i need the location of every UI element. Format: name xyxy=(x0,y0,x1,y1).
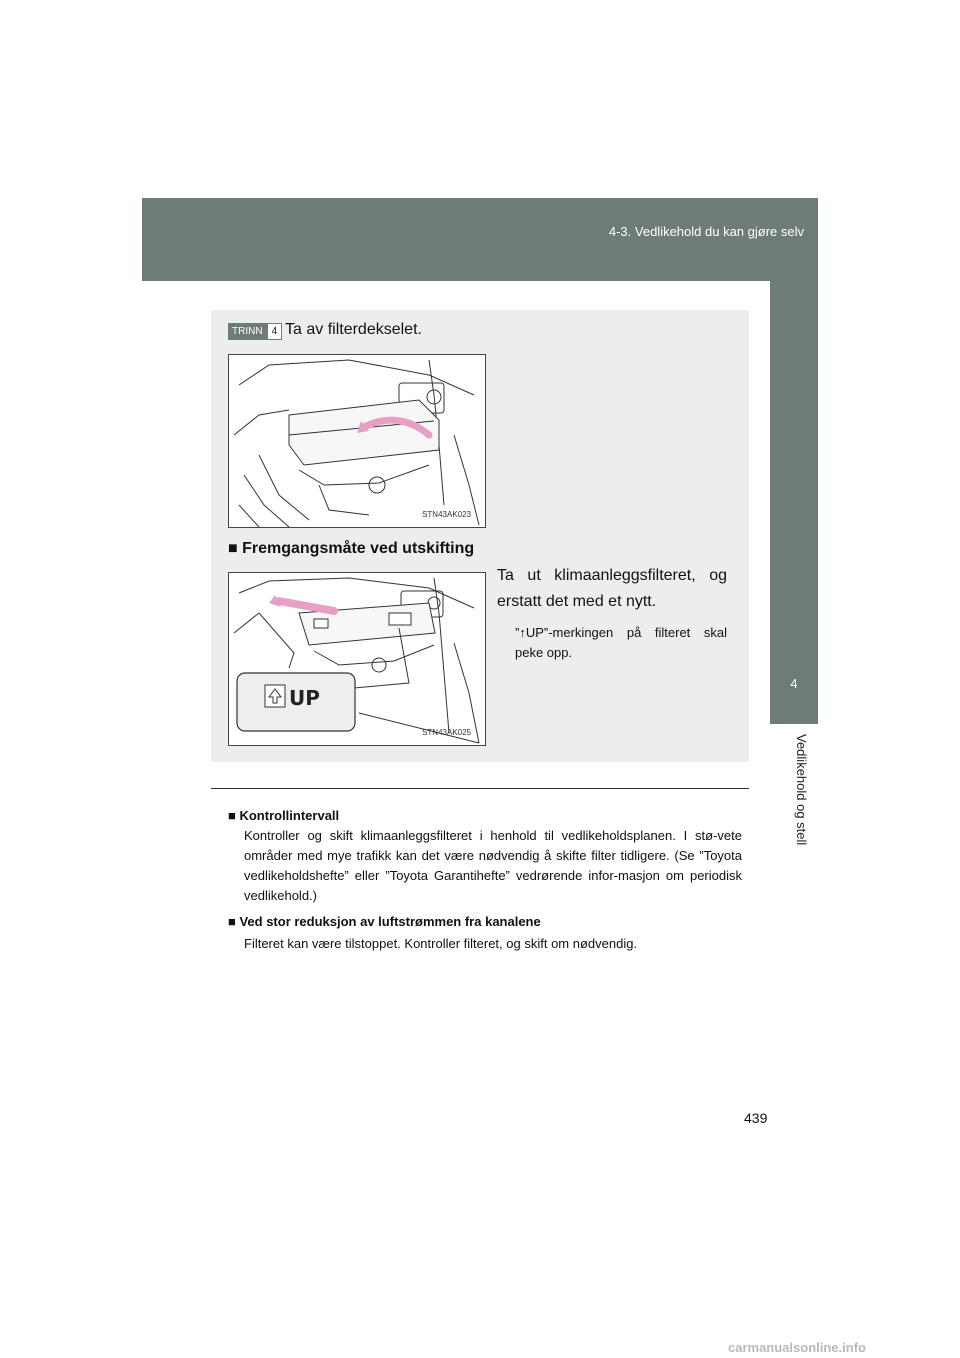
page-number: 439 xyxy=(744,1110,768,1126)
header-band xyxy=(142,198,818,281)
illustration-code: STN43AK025 xyxy=(422,728,471,737)
filter-replacement-illustration-drawing xyxy=(229,573,485,745)
illustration-code: STN43AK023 xyxy=(422,510,471,519)
filter-cover-illustration-drawing xyxy=(229,355,485,527)
section-title: 4-3. Vedlikehold du kan gjøre selv xyxy=(608,224,804,239)
section-body-airflow: Filteret kan være tilstoppet. Kontroller filteret, og skift om nødvendig. xyxy=(244,936,638,951)
side-tab-top xyxy=(770,281,818,655)
filter-cover-removal-illustration xyxy=(228,354,486,528)
chapter-title-vertical: Vedlikehold og stell xyxy=(794,734,809,846)
replace-instruction: Ta ut klimaanleggsfilteret, og erstatt det med et nytt. xyxy=(497,567,727,610)
step-badge xyxy=(228,323,282,340)
watermark: carmanualsonline.info xyxy=(728,1340,866,1355)
section-heading-airflow-text: Ved stor reduksjon av luftstrømmen fra kanalene xyxy=(239,914,541,929)
replace-heading-text: Fremgangsmåte ved utskifting xyxy=(242,540,475,557)
section-body-interval: Kontroller og skift klimaanleggsfilteret i henhold til vedlikeholdsplanen. I stø-vete områder med mye trafikk kan det være nødvendig å skifte filter tidligere. (Se ”Toyota vedlikeholdshefte” eller ”Toyota Garantihefte” vedrørende infor-masjon om periodisk vedlikehold.) xyxy=(244,828,742,903)
up-label-text: UP xyxy=(289,686,320,710)
step-instruction: Ta av filterdekselet. xyxy=(285,321,422,338)
section-divider xyxy=(211,788,749,789)
step-badge-label: TRINN xyxy=(228,323,267,340)
step-badge-number: 4 xyxy=(267,323,283,340)
replace-note: ”↑UP”-merkingen på filteret skal peke opp. xyxy=(515,625,727,660)
section-heading-airflow: ■ Ved stor reduksjon av luftstrømmen fra kanalene xyxy=(228,914,541,929)
replace-heading: ■ Fremgangsmåte ved utskifting xyxy=(228,540,475,557)
filter-replacement-illustration xyxy=(228,572,486,746)
section-heading-interval: ■ Kontrollintervall xyxy=(228,808,340,823)
section-heading-interval-text: Kontrollintervall xyxy=(239,808,340,823)
chapter-number-tab: 4 xyxy=(770,655,818,724)
